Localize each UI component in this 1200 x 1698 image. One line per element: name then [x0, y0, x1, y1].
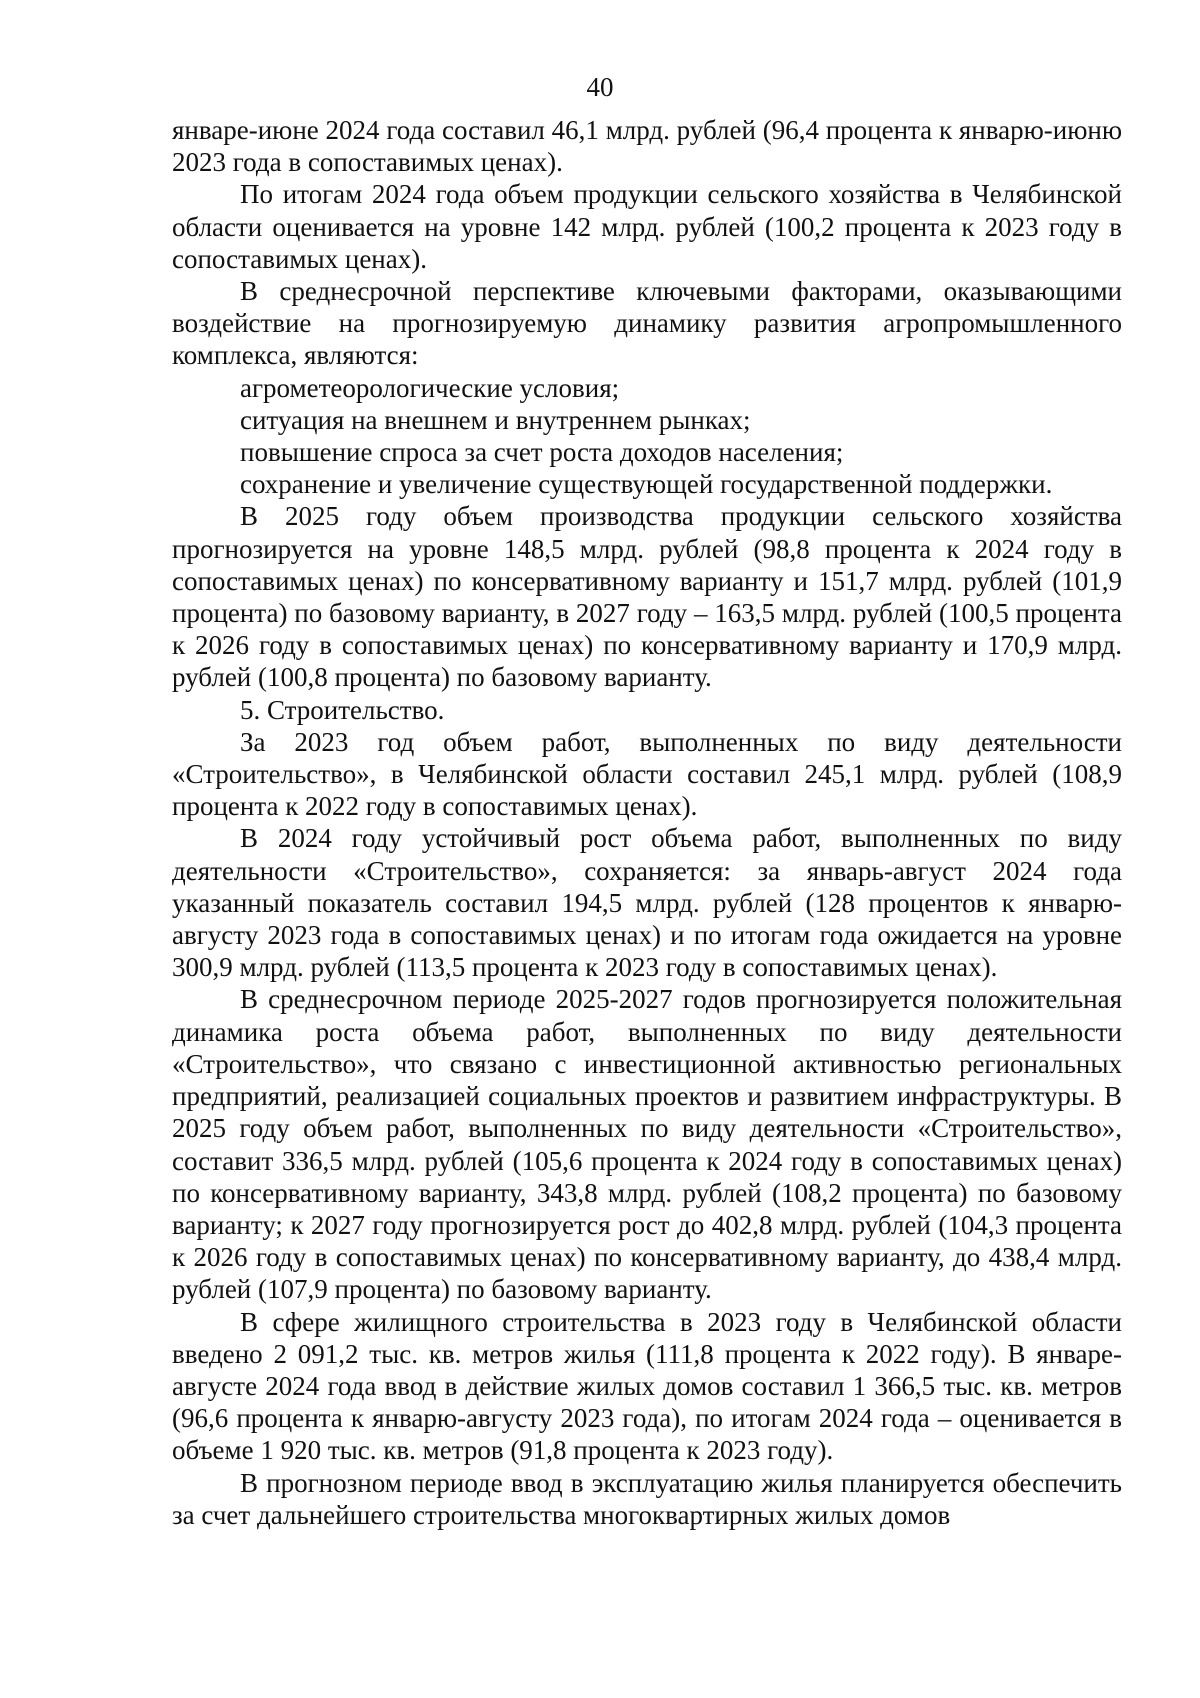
list-item-agro-weather: агрометеорологические условия; — [240, 372, 620, 403]
paragraph-housing-forecast: В прогнозном периоде ввод в эксплуатацию жилья планируется обеспечить за счет дальнейшего строительства многоквартирных жилых домов — [172, 1467, 1122, 1530]
paragraph-construction-2023: За 2023 год объем работ, выполненных по виду деятельности «Строительство», в Челябинской области составил 245,1 млрд. рублей (108,9 процента к 2022 году в сопоставимых ценах). — [172, 726, 1122, 822]
paragraph-agriculture-investment-tail: январе-июне 2024 года составил 46,1 млрд. рублей (96,4 процента к январю-июню 2023 года в сопоставимых ценах). — [172, 115, 1122, 178]
list-item-market-situation: ситуация на внешнем и внутреннем рынках; — [240, 404, 751, 435]
document-body — [172, 114, 1122, 1531]
paragraph-construction-2024: В 2024 году устойчивый рост объема работ, выполненных по виду деятельности «Строительство», сохраняется: за январь-август 2024 года указанный показатель составил 194,5 млрд. рублей (128 процентов к январю-августу 2023 года в сопоставимых ценах) и по итогам года ожидается на уровне 300,9 млрд. рублей (113,5 процента к 2023 году в сопоставимых ценах). — [172, 823, 1122, 983]
paragraph-construction-forecast: В среднесрочном периоде 2025-2027 годов прогнозируется положительная динамика роста объема работ, выполненных по виду деятельности «Строительство», что связано с инвестиционной активностью региональных предприятий, реализацией социальных проектов и развитием инфраструктуры. В 2025 году объем работ, выполненных по виду деятельности «Строительство», составит 336,5 млрд. рублей (105,6 процента к 2024 году в сопоставимых ценах) по консервативному варианту, 343,8 млрд. рублей (108,2 процента) по базовому варианту; к 2027 году прогнозируется рост до 402,8 млрд. рублей (104,3 процента к 2026 году в сопоставимых ценах) по консервативному варианту, до 438,4 млрд. рублей (107,9 процента) по базовому варианту. — [172, 984, 1122, 1305]
section-heading-construction: 5. Строительство. — [240, 694, 445, 725]
paragraph-agriculture-2024-estimate: По итогам 2024 года объем продукции сельского хозяйства в Челябинской области оценивается на уровне 142 млрд. рублей (100,2 процента к 2023 году в сопоставимых ценах). — [172, 179, 1122, 274]
paragraph-agro-factors-intro: В среднесрочной перспективе ключевыми факторами, оказывающими воздействие на прогнозируемую динамику развития агропромышленного комплекса, являются: — [172, 276, 1122, 371]
list-item-state-support: сохранение и увеличение существующей государственной поддержки. — [240, 469, 1053, 500]
page-number: 40 — [586, 72, 614, 102]
list-item-demand-growth: повышение спроса за счет роста доходов населения; — [240, 437, 844, 468]
paragraph-housing-construction: В сфере жилищного строительства в 2023 году в Челябинской области введено 2 091,2 тыс. кв. метров жилья (111,8 процента к 2022 году). В январе-августе 2024 года ввод в действие жилых домов составил 1 366,5 тыс. кв. метров (96,6 процента к январю-августу 2023 года), по итогам 2024 года – оценивается в объеме 1 920 тыс. кв. метров (91,8 процента к 2023 году). — [172, 1306, 1122, 1466]
paragraph-agriculture-forecast: В 2025 году объем производства продукции сельского хозяйства прогнозируется на уровне 148,5 млрд. рублей (98,8 процента к 2024 году в сопоставимых ценах) по консервативному варианту и 151,7 млрд. рублей (101,9 процента) по базовому варианту, в 2027 году – 163,5 млрд. рублей (100,5 процента к 2026 году в сопоставимых ценах) по консервативному варианту и 170,9 млрд. рублей (100,8 процента) по базовому варианту. — [172, 501, 1122, 693]
